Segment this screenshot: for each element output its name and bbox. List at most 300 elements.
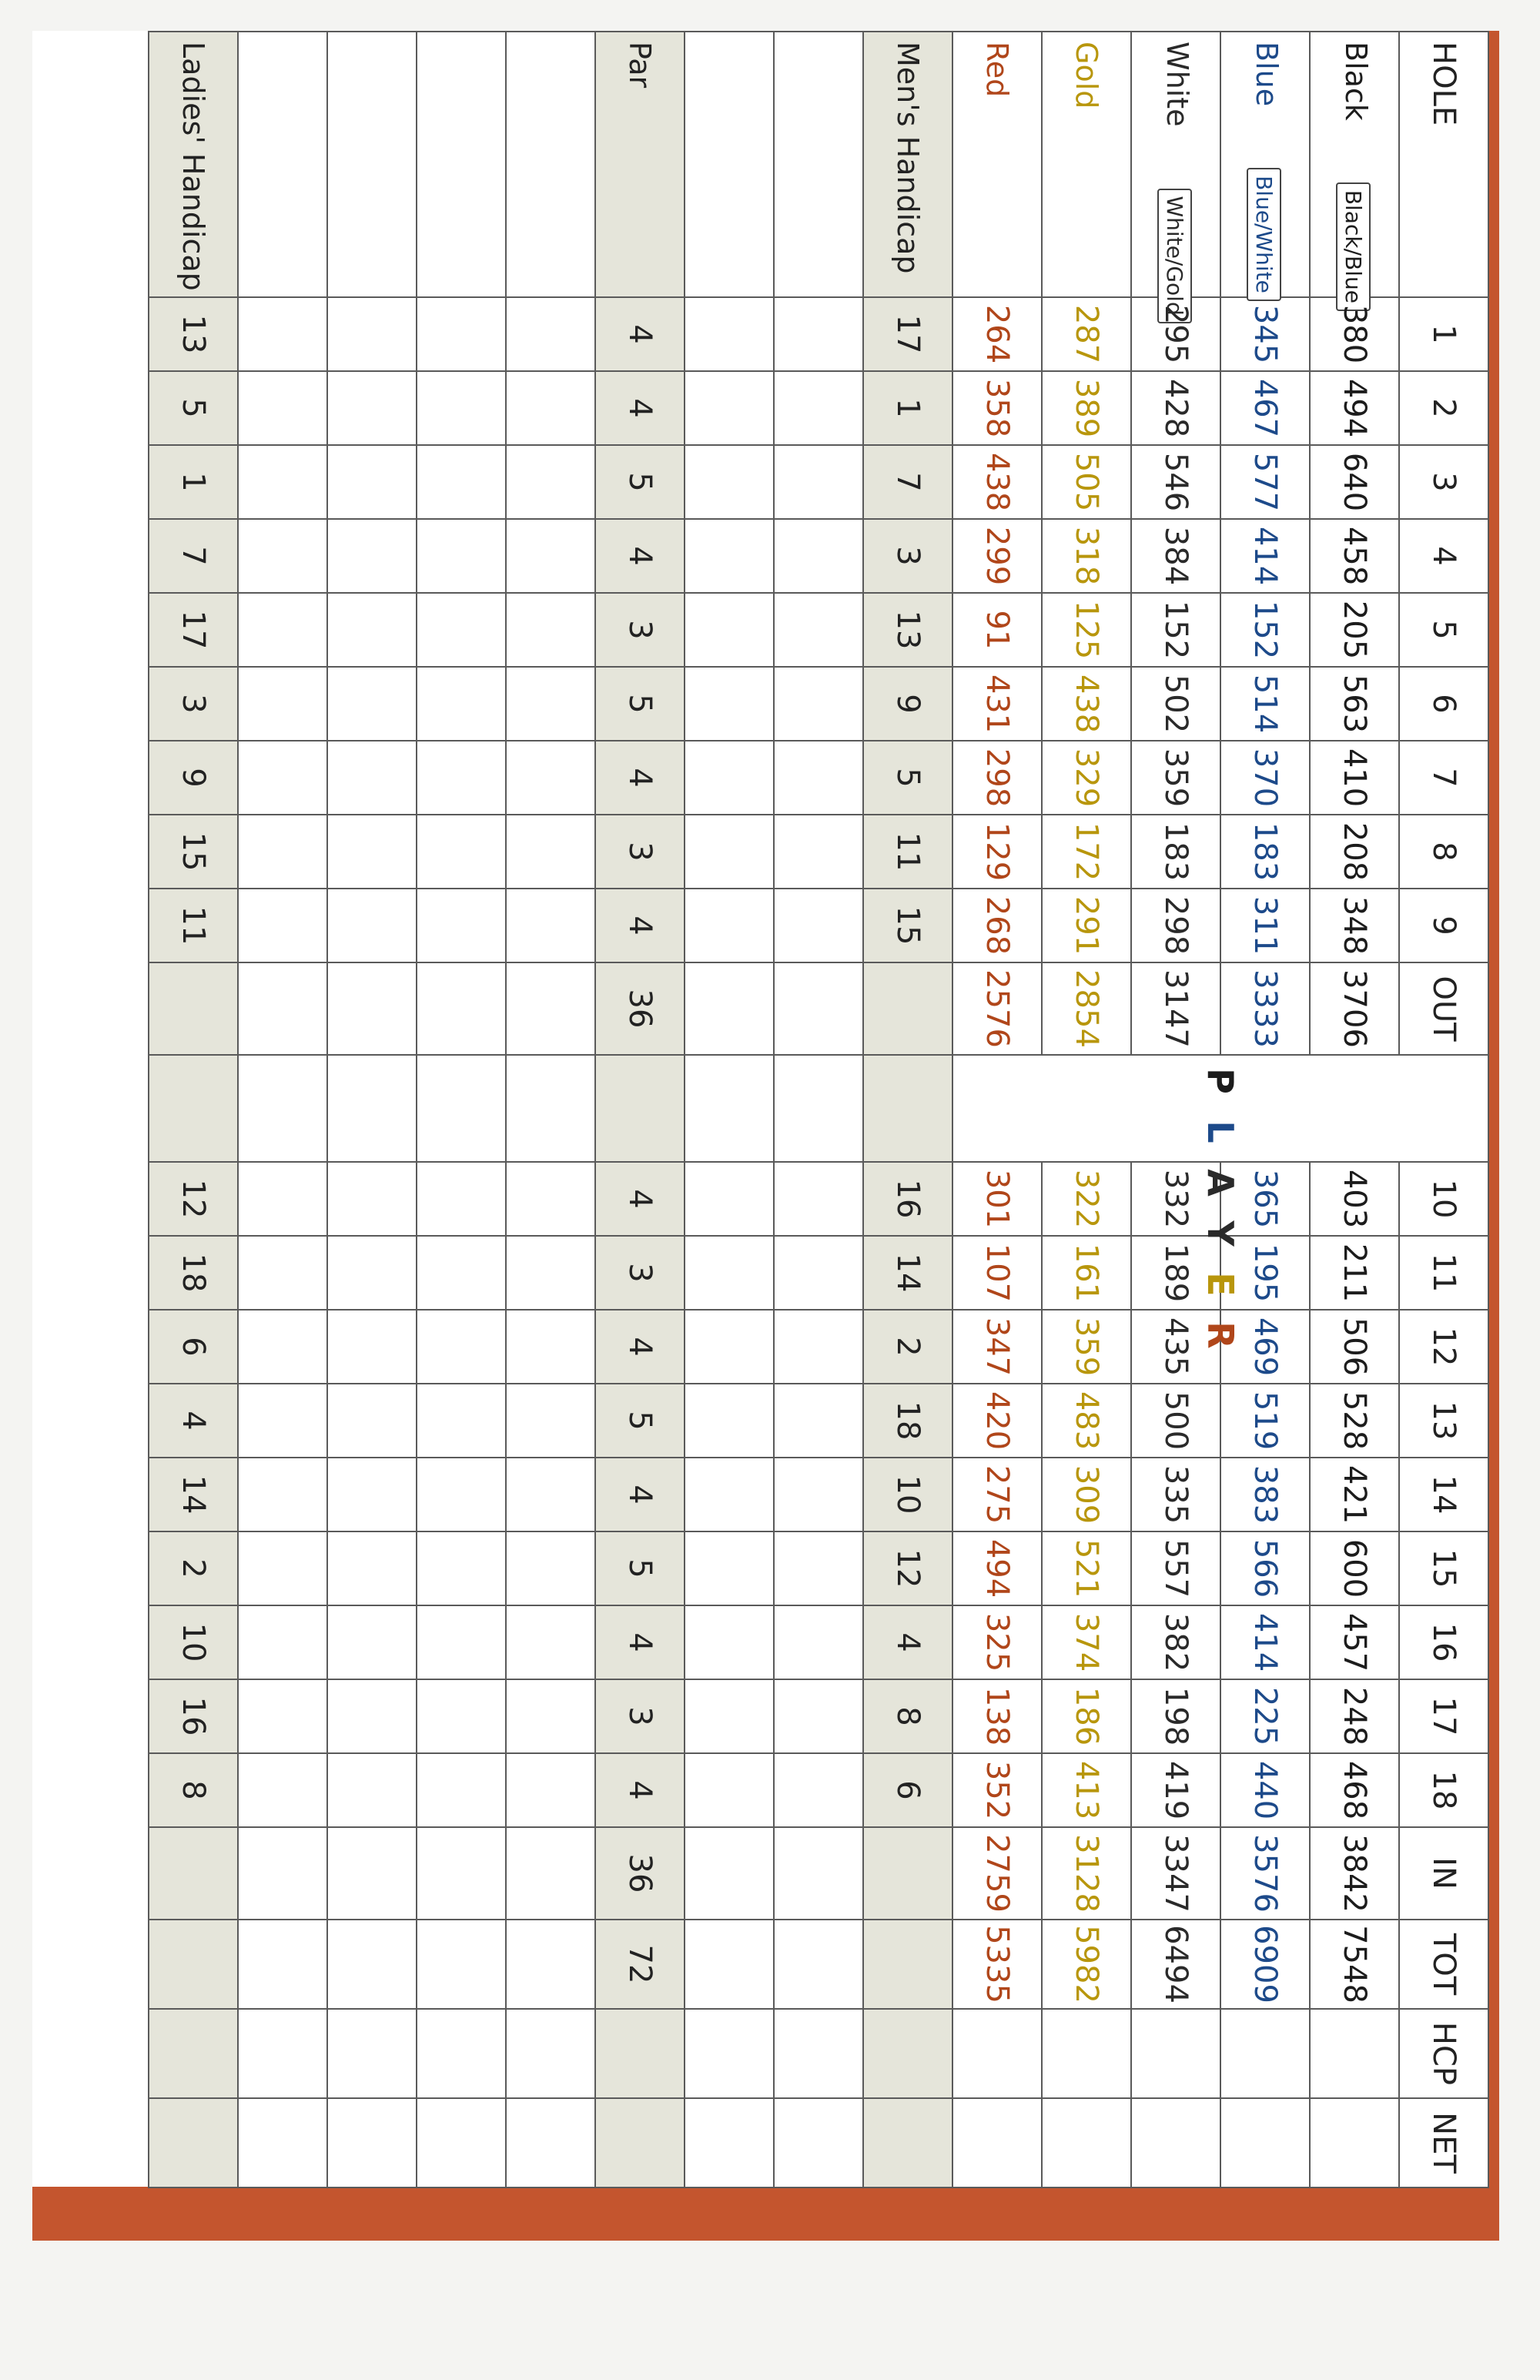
score-cell[interactable] [774,519,863,593]
score-cell[interactable] [417,815,506,889]
score-cell[interactable] [774,2009,863,2098]
handicap-cell: 7 [863,445,952,519]
score-cell[interactable] [506,962,595,1055]
player-score-row[interactable] [327,32,417,2188]
mens-handicap-row [863,32,952,2188]
score-cell[interactable] [774,1458,863,1531]
handicap-cell: 14 [149,1458,238,1531]
score-cell[interactable] [238,1679,327,1753]
yardage-cell: 195 [1220,1236,1310,1310]
score-cell[interactable] [506,445,595,519]
tot-cell [863,1920,952,2009]
score-cell[interactable] [685,1531,774,1605]
par-label: Par [595,32,685,297]
score-cell[interactable] [417,445,506,519]
yardage-cell: 318 [1042,519,1131,593]
score-cell[interactable] [327,297,417,371]
score-cell[interactable] [327,1827,417,1920]
score-cell[interactable] [774,32,863,297]
par-cell: 3 [595,815,685,889]
handicap-cell: 6 [149,1310,238,1384]
yardage-cell: 413 [1042,1753,1131,1827]
score-cell[interactable] [327,371,417,445]
score-cell[interactable] [238,1384,327,1458]
score-cell[interactable] [238,1236,327,1310]
yardage-cell: 440 [1220,1753,1310,1827]
score-cell[interactable] [417,962,506,1055]
handicap-cell: 10 [149,1605,238,1679]
score-cell[interactable] [417,741,506,815]
ladies-handicap-row [149,32,238,2188]
score-cell[interactable] [238,1055,327,1162]
yardage-cell: 129 [952,815,1042,889]
tee-label [1220,32,1310,297]
score-cell[interactable] [685,519,774,593]
tee-label [1310,32,1399,303]
score-cell[interactable] [327,1679,417,1753]
tot-total: 5335 [952,1920,1042,2009]
score-cell[interactable] [327,1920,417,2009]
player-score-row[interactable] [417,32,506,2188]
score-cell[interactable] [774,741,863,815]
hcp-cell [1042,2009,1131,2098]
hcp-cell [863,2009,952,2098]
yardage-cell: 566 [1220,1531,1310,1605]
score-cell[interactable] [238,371,327,445]
score-cell[interactable] [774,1162,863,1236]
yardage-cell: 358 [952,371,1042,445]
yardage-cell: 264 [952,297,1042,371]
score-cell[interactable] [417,1827,506,1920]
combo-tee-badge: Blue/White [1247,168,1281,301]
score-cell[interactable] [506,1310,595,1384]
score-cell[interactable] [327,32,417,297]
yardage-cell: 211 [1310,1236,1399,1310]
score-cell[interactable] [327,593,417,667]
score-cell[interactable] [506,593,595,667]
score-cell[interactable] [417,32,506,297]
score-cell[interactable] [327,889,417,962]
score-cell[interactable] [238,1458,327,1531]
score-cell[interactable] [774,1679,863,1753]
score-cell[interactable] [774,445,863,519]
score-cell[interactable] [685,1162,774,1236]
score-cell[interactable] [506,1531,595,1605]
score-cell[interactable] [774,1055,863,1162]
handicap-cell: 17 [149,593,238,667]
score-cell[interactable] [685,667,774,741]
yardage-cell: 205 [1310,593,1399,667]
yardage-cell: 172 [1042,815,1131,889]
out-total: 3147 [1131,962,1220,1055]
combo-tee-badge: White/Gold [1157,189,1192,323]
score-cell[interactable] [417,1920,506,2009]
hole-number: 16 [1399,1605,1488,1679]
score-cell[interactable] [506,1384,595,1458]
yardage-cell: 298 [952,741,1042,815]
yardage-cell: 640 [1310,445,1399,519]
yardage-cell: 138 [952,1679,1042,1753]
score-cell[interactable] [238,1920,327,2009]
player-score-row[interactable] [685,32,774,2188]
par-cell: 3 [595,1679,685,1753]
handicap-cell: 11 [149,889,238,962]
yardage-cell: 91 [952,593,1042,667]
yardage-cell: 348 [1310,889,1399,962]
handicap-cell: 5 [149,371,238,445]
score-cell[interactable] [506,1236,595,1310]
score-cell[interactable] [685,1055,774,1162]
out-total: 2854 [1042,962,1131,1055]
score-cell[interactable] [506,667,595,741]
score-cell[interactable] [327,1531,417,1605]
yardage-cell: 546 [1131,445,1220,519]
yardage-cell: 332 [1131,1162,1220,1236]
score-cell[interactable] [685,445,774,519]
score-cell[interactable] [685,32,774,297]
in-cell [863,1827,952,1920]
score-cell[interactable] [506,1753,595,1827]
score-cell[interactable] [506,297,595,371]
score-cell[interactable] [774,1384,863,1458]
score-cell[interactable] [685,371,774,445]
par-in: 36 [595,1827,685,1920]
score-cell[interactable] [774,889,863,962]
score-cell[interactable] [774,1531,863,1605]
score-cell[interactable] [238,889,327,962]
net-cell [1220,2098,1310,2188]
score-cell[interactable] [238,1827,327,1920]
handicap-cell: 15 [863,889,952,962]
score-cell[interactable] [417,593,506,667]
player-score-row[interactable] [506,32,595,2188]
score-cell[interactable] [417,2098,506,2188]
yardage-cell: 519 [1220,1384,1310,1458]
handicap-cell: 4 [863,1605,952,1679]
score-cell[interactable] [327,1055,417,1162]
score-cell[interactable] [685,1827,774,1920]
score-cell[interactable] [506,2098,595,2188]
score-cell[interactable] [506,815,595,889]
score-cell[interactable] [417,1458,506,1531]
handicap-cell: 13 [149,297,238,371]
score-cell[interactable] [238,593,327,667]
combo-tee-badge: Black/Blue [1336,182,1371,311]
yardage-cell: 295 [1131,297,1220,371]
hole-number: 4 [1399,519,1488,593]
score-cell[interactable] [417,1384,506,1458]
score-cell[interactable] [417,1310,506,1384]
in-total: 2759 [952,1827,1042,1920]
net-header: NET [1399,2098,1488,2188]
score-cell[interactable] [506,2009,595,2098]
yardage-cell: 563 [1310,667,1399,741]
play-letter: R [1200,1321,1241,1349]
score-cell[interactable] [774,962,863,1055]
yardage-cell: 500 [1131,1384,1220,1458]
score-cell[interactable] [238,1605,327,1679]
score-cell[interactable] [417,1531,506,1605]
score-cell[interactable] [506,1679,595,1753]
score-cell[interactable] [685,1605,774,1679]
hcp-header: HCP [1399,2009,1488,2098]
score-cell[interactable] [685,962,774,1055]
score-cell[interactable] [685,1920,774,2009]
hole-number: 18 [1399,1753,1488,1827]
score-cell[interactable] [417,297,506,371]
score-cell[interactable] [774,2098,863,2188]
score-cell[interactable] [417,1753,506,1827]
score-cell[interactable] [417,667,506,741]
hole-number: 14 [1399,1458,1488,1531]
handicap-cell: 7 [149,519,238,593]
par-cell: 4 [595,1310,685,1384]
score-cell[interactable] [506,889,595,962]
score-cell[interactable] [238,1310,327,1384]
yardage-cell: 403 [1310,1162,1399,1236]
score-cell[interactable] [506,371,595,445]
hcp-cell [1310,2009,1399,2098]
tee-label [952,32,1042,297]
handicap-cell: 14 [863,1236,952,1310]
hole-number: 3 [1399,445,1488,519]
yardage-cell: 431 [952,667,1042,741]
score-cell[interactable] [327,519,417,593]
yardage-cell: 152 [1220,593,1310,667]
par-row [595,32,685,2188]
player-score-row[interactable] [774,32,863,2188]
score-cell[interactable] [327,667,417,741]
yardage-cell: 152 [1131,593,1220,667]
score-cell[interactable] [327,1458,417,1531]
in-cell [149,1827,238,1920]
score-cell[interactable] [417,2009,506,2098]
hole-number: 7 [1399,741,1488,815]
score-cell[interactable] [238,32,327,297]
score-cell[interactable] [774,1236,863,1310]
yardage-cell: 299 [952,519,1042,593]
score-cell[interactable] [506,519,595,593]
yardage-cell: 335 [1131,1458,1220,1531]
score-cell[interactable] [685,2009,774,2098]
score-cell[interactable] [327,445,417,519]
handicap-cell: 9 [863,667,952,741]
handicap-cell: 10 [863,1458,952,1531]
hcp-cell [1220,2009,1310,2098]
tot-total: 6909 [1220,1920,1310,2009]
score-cell[interactable] [417,889,506,962]
score-cell[interactable] [327,1162,417,1236]
score-cell[interactable] [685,2098,774,2188]
score-cell[interactable] [327,741,417,815]
play-letter: L [1200,1120,1241,1143]
score-cell[interactable] [506,1458,595,1531]
handicap-cell: 9 [149,741,238,815]
score-cell[interactable] [238,1162,327,1236]
in-total: 3576 [1220,1827,1310,1920]
hole-number: 1 [1399,297,1488,371]
score-cell[interactable] [238,1753,327,1827]
score-cell[interactable] [685,1679,774,1753]
yardage-cell: 506 [1310,1310,1399,1384]
hole-number: 12 [1399,1310,1488,1384]
score-cell[interactable] [238,741,327,815]
score-cell[interactable] [685,889,774,962]
yardage-cell: 435 [1131,1310,1220,1384]
handicap-cell: 8 [149,1753,238,1827]
yardage-cell: 365 [1220,1162,1310,1236]
score-cell[interactable] [327,1310,417,1384]
tot-total: 6494 [1131,1920,1220,2009]
out-total: 3333 [1220,962,1310,1055]
yardage-cell: 420 [952,1384,1042,1458]
score-cell[interactable] [685,741,774,815]
score-cell[interactable] [506,741,595,815]
play-gap-cell [595,1055,685,1162]
play-letter: P [1200,1068,1241,1094]
tot-total: 7548 [1310,1920,1399,2009]
score-cell[interactable] [685,815,774,889]
yardage-cell: 225 [1220,1679,1310,1753]
score-cell[interactable] [506,1827,595,1920]
in-total: 3347 [1131,1827,1220,1920]
score-cell[interactable] [774,1827,863,1920]
yardage-cell: 183 [1220,815,1310,889]
handicap-cell: 4 [149,1384,238,1458]
score-cell[interactable] [774,593,863,667]
handicap-cell: 6 [863,1753,952,1827]
yardage-cell: 514 [1220,667,1310,741]
handicap-cell: 1 [863,371,952,445]
score-cell[interactable] [327,1753,417,1827]
score-cell[interactable] [774,297,863,371]
tee-name: Gold [1070,42,1103,109]
yardage-cell: 521 [1042,1531,1131,1605]
yardage-cell: 577 [1220,445,1310,519]
score-cell[interactable] [417,1162,506,1236]
handicap-cell: 13 [863,593,952,667]
score-cell[interactable] [238,297,327,371]
yardage-cell: 458 [1310,519,1399,593]
play-letter: E [1200,1272,1241,1297]
player-score-row[interactable] [238,32,327,2188]
yardage-cell: 359 [1131,741,1220,815]
yardage-cell: 329 [1042,741,1131,815]
handicap-cell: 12 [863,1531,952,1605]
handicap-cell: 3 [149,667,238,741]
hole-label: HOLE [1399,32,1488,297]
score-cell[interactable] [685,1458,774,1531]
yardage-cell: 189 [1131,1236,1220,1310]
score-cell[interactable] [238,2009,327,2098]
score-cell[interactable] [506,32,595,297]
yardage-cell: 359 [1042,1310,1131,1384]
score-cell[interactable] [417,371,506,445]
out-total: 2576 [952,962,1042,1055]
score-cell[interactable] [417,1679,506,1753]
score-cell[interactable] [327,962,417,1055]
score-cell[interactable] [506,1920,595,2009]
yardage-cell: 438 [952,445,1042,519]
par-cell: 5 [595,667,685,741]
score-cell[interactable] [774,1753,863,1827]
net-cell [863,2098,952,2188]
handicap-cell: 3 [863,519,952,593]
yardage-cell: 467 [1220,371,1310,445]
score-cell[interactable] [417,1605,506,1679]
handicap-cell: 2 [149,1531,238,1605]
score-cell[interactable] [506,1162,595,1236]
score-cell[interactable] [506,1055,595,1162]
score-cell[interactable] [238,519,327,593]
yardage-cell: 347 [952,1310,1042,1384]
score-cell[interactable] [417,519,506,593]
yardage-cell: 287 [1042,297,1131,371]
tee-name: Blue [1250,42,1284,107]
score-cell[interactable] [774,371,863,445]
score-cell[interactable] [238,2098,327,2188]
yardage-cell: 374 [1042,1605,1131,1679]
score-cell[interactable] [327,2009,417,2098]
score-cell[interactable] [774,1310,863,1384]
handicap-cell: 17 [863,297,952,371]
score-cell[interactable] [327,1384,417,1458]
score-cell[interactable] [685,593,774,667]
score-cell[interactable] [327,1605,417,1679]
score-cell[interactable] [774,1920,863,2009]
score-cell[interactable] [417,1236,506,1310]
yardage-cell: 414 [1220,519,1310,593]
score-cell[interactable] [238,1531,327,1605]
yardage-cell: 311 [1220,889,1310,962]
net-cell [1310,2098,1399,2188]
score-cell[interactable] [774,815,863,889]
par-cell: 4 [595,1162,685,1236]
score-cell[interactable] [238,667,327,741]
score-cell[interactable] [685,1310,774,1384]
yardage-cell: 309 [1042,1458,1131,1531]
yardage-cell: 468 [1310,1753,1399,1827]
yardage-cell: 557 [1131,1531,1220,1605]
score-cell[interactable] [685,297,774,371]
tee-name: Red [980,42,1014,98]
par-cell: 4 [595,1605,685,1679]
hole-number: 11 [1399,1236,1488,1310]
par-cell: 5 [595,1531,685,1605]
score-cell[interactable] [238,445,327,519]
score-cell[interactable] [506,1605,595,1679]
hole-number: 5 [1399,593,1488,667]
score-cell[interactable] [327,815,417,889]
yardage-cell: 325 [952,1605,1042,1679]
hcp-cell [1131,2009,1220,2098]
score-cell[interactable] [685,1236,774,1310]
score-cell[interactable] [417,1055,506,1162]
tot-header: TOT [1399,1920,1488,2009]
score-cell[interactable] [685,1384,774,1458]
score-cell[interactable] [685,1753,774,1827]
par-cell: 4 [595,297,685,371]
score-cell[interactable] [238,962,327,1055]
score-cell[interactable] [327,2098,417,2188]
score-cell[interactable] [238,815,327,889]
handicap-cell: 11 [863,815,952,889]
score-cell[interactable] [774,667,863,741]
yardage-cell: 494 [1310,371,1399,445]
hole-number: 9 [1399,889,1488,962]
score-cell[interactable] [327,1236,417,1310]
score-cell[interactable] [774,1605,863,1679]
